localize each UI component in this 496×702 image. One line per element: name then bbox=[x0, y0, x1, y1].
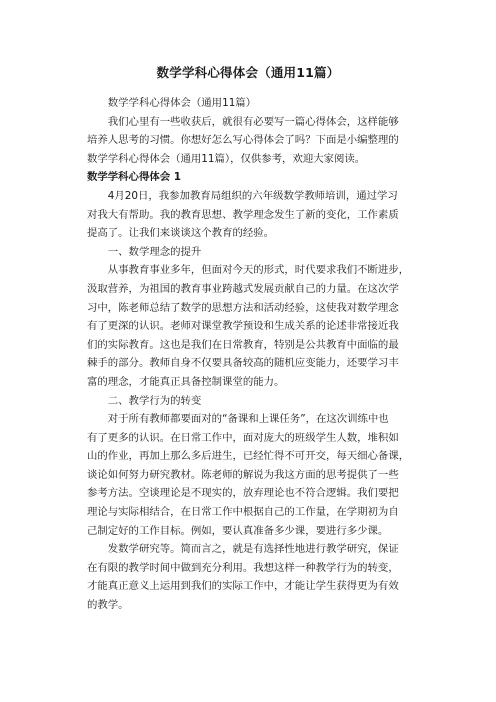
body-line: 富的理念，才能真正具备控制课堂的能力。 bbox=[87, 375, 285, 388]
body-line: 对我大有帮助。我的教育思想、教学理念发生了新的变化，工作素质 bbox=[87, 208, 399, 221]
body-line: 山的作业，再加上那么多后进生，已经忙得不可开交，每天细心备课， bbox=[87, 450, 410, 463]
body-line: 的教学。 bbox=[87, 599, 129, 612]
body-line: 数学学科心得体会（通用11篇） bbox=[87, 97, 257, 109]
body-line: 一、数学理念的提升 bbox=[87, 245, 202, 258]
body-line: 习中，陈老师总结了数学的思想方法和活动经验，这使我对数学理念 bbox=[87, 301, 399, 314]
body-line: 参考方法。空谈理论是不现实的，放弃理论也不符合逻辑。我们要把 bbox=[87, 487, 399, 500]
document-body bbox=[87, 94, 413, 615]
body-line: 理论与实际相结合，在日常工作中根据自己的工作量，在学期初为自 bbox=[87, 506, 399, 519]
body-line: 二、教学行为的转变 bbox=[87, 394, 202, 407]
body-line: 有了更深的认识。老师对课堂教学预设和生成关系的论述非常接近我 bbox=[87, 320, 399, 333]
body-line: 我们心里有一些收获后，就很有必要写一篇心得体会，这样能够 bbox=[87, 115, 399, 128]
body-line: 提高了。让我们来谈谈这个教育的经验。 bbox=[87, 227, 275, 240]
body-line: 发数学研究等。简而言之，就是有选择性地进行教学研究，保证 bbox=[87, 543, 399, 556]
body-line: 己制定好的工作目标。例如，要认真准备多少课，要进行多少课。 bbox=[87, 524, 389, 537]
body-line: 有了更多的认识。在日常工作中，面对庞大的班级学生人数，堆积如 bbox=[87, 431, 399, 444]
body-line: 谈论如何努力研究教材。陈老师的解说为我这方面的思考提供了一些 bbox=[87, 468, 399, 481]
body-line: 才能真正意义上运用到我们的实际工作中，才能让学生获得更为有效 bbox=[87, 580, 399, 593]
body-line: 数学学科心得体会（通用11篇），仅供参考，欢迎大家阅读。 bbox=[87, 152, 366, 165]
document-title: 数学学科心得体会（通用11篇） bbox=[156, 65, 340, 80]
body-line: 棘手的部分。教师自身不仅要具备较高的随机应变能力，还要学习丰 bbox=[87, 357, 399, 370]
section-heading: 数学学科心得体会 1 bbox=[87, 171, 181, 184]
body-line: 们的实际教育。这也是我们在日常教育，特别是公共教育中面临的最 bbox=[87, 338, 399, 351]
body-line: 在有限的教学时间中做到充分利用。我想这样一种教学行为的转变， bbox=[87, 561, 399, 574]
body-line: 汲取营养，为祖国的教育事业跨越式发展贡献自己的力量。在这次学 bbox=[87, 282, 399, 295]
body-line: 对于所有教师都要面对的“备课和上课任务”，在这次训练中也 bbox=[87, 413, 389, 426]
body-line: 从事教育事业多年，但面对今天的形式，时代要求我们不断进步， bbox=[87, 264, 410, 277]
body-line: 培养人思考的习惯。你想好怎么写心得体会了吗？下面是小编整理的 bbox=[87, 134, 399, 147]
body-line: 4月20日，我参加教育局组织的六年级数学教师培训，通过学习 bbox=[87, 189, 398, 202]
